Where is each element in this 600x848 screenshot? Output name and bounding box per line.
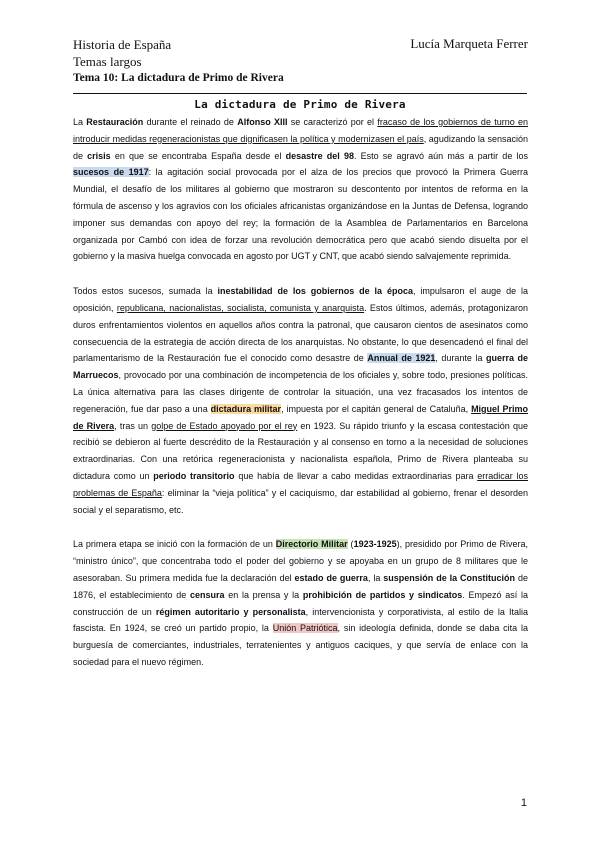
text-span: en 1923. Su rápido triunfo y la escasa contestación que recibió se debieron al fuerte descrédito de la Restauración y al consenso en torno a la necesidad de soluciones extraordinarias. Con una retórica regeneracionista y nacionalista española, Primo de Rivera planteaba su dictadura como un (73, 420, 528, 481)
text-span: , impuesta por el capitán general de Cataluña, (281, 403, 472, 414)
text-span: en que se encontraba España desde el (110, 150, 286, 161)
underlined-text: republicana, nacionalistas, socialista, comunista y anarquista (116, 302, 365, 313)
author-name: Lucía Marqueta Ferrer (410, 36, 528, 51)
text-span: , sin ideología definida, donde se daba cita la burguesía de comerciantes, industriales, terratenientes y antiguos caciques, y que servía de enlace con la sociedad para el nuevo régimen. (73, 623, 528, 667)
text-span: de 1876, el establecimiento de (73, 572, 528, 600)
text-span: durante el reinado de (143, 117, 238, 127)
underlined-text: fracaso de los gobiernos de turno en introducir medidas regeneracionistas que dignificasen la política y modernizasen el país (73, 117, 528, 144)
bold-text: Restauración (86, 117, 144, 127)
paragraph-1 (73, 114, 528, 265)
text-span: , durante la (435, 353, 486, 364)
highlighted-text: Unión Patriótica (272, 623, 338, 634)
bold-text: suspensión de la Constitución (383, 572, 516, 583)
bold-text: 1923-1925 (353, 539, 397, 550)
header-left (73, 36, 284, 87)
paragraph-2 (73, 283, 528, 518)
bold-text: periodo transitorio (153, 470, 235, 481)
bold-text: inestabilidad de los gobiernos de la época (217, 286, 413, 297)
text-span: Todos estos sucesos, sumada la (73, 286, 218, 297)
bold-underlined-text: Miguel Primo de Rivera (73, 403, 528, 431)
bold-text: Alfonso XIII (237, 117, 288, 127)
text-span: , impulsaron el auge de la oposición, (73, 286, 528, 313)
underlined-text: golpe de Estado apoyado por el rey (151, 420, 298, 431)
text-span: , agudizando la sensación de (73, 133, 528, 161)
bold-text: estado de guerra (294, 572, 368, 583)
bold-text: prohibición de partidos y sindicatos (302, 589, 463, 600)
text-span: . Empezó así la construcción de un (73, 589, 529, 617)
text-span: La (73, 117, 87, 127)
category-label: Temas largos (73, 54, 142, 69)
text-span: : eliminar la “vieja política” y el caciquismo, dar estabilidad al gobierno, frenar el desorden social y el separatismo, etc. (73, 487, 528, 515)
bold-text: crisis (87, 150, 111, 161)
highlighted-text: Annual de 1921 (367, 353, 436, 364)
text-span: , intervencionista y corporativista, al estilo de la Italia fascista. En 1924, se creó un partido propio, la (73, 606, 528, 634)
text-span: . Estos últimos, además, protagonizaron duros enfrentamientos violentos en aquellos años contra la patronal, que causaron cientos de asesinatos como consecuencia de la estrategia de acción directa de los anarquistas. No obstante, lo que desencadenó el final del parlamentarismo de la Restauración fue el conocido como desastre de (73, 302, 528, 364)
text-span: : la agitación social provocada por el alza de los precios que provocó la Primera Guerra Mundial, el desafío de los militares al gobierno que mostraron su descontento por intentos de reforma en la fórmula de ascenso y los agravios con los oficiales africanistas organizándose en la Juntas de Defensa, logrando imponer sus demandas con apoyo del rey; la formación de la Asamblea de Parlamentarios en Barcelona organizada por Cambó con idea de forzar una revolución democrática pero que acabó siendo disuelta por el gobierno y la masiva huelga convocada en agosto por UGT y CNT, que acabó siendo salvajemente reprimida. (73, 167, 528, 262)
highlighted-text: dictadura militar (210, 403, 282, 414)
text-span: , provocado por una combinación de incompetencia de los oficiales y, sobre todo, presiones políticas. La única alternativa para las clases dirigente de controlar la situación, una vez fracasados los intentos de regeneración, fue dar paso a una (73, 370, 528, 414)
text-span: que había de llevar a cabo medidas extraordinarias para (234, 470, 478, 481)
topic-label: Tema 10: La dictadura de Primo de Rivera (73, 72, 284, 84)
bold-text: guerra de Marruecos (73, 353, 529, 381)
subject-label: Historia de España (73, 37, 172, 52)
document-title: La dictadura de Primo de Rivera (194, 98, 406, 111)
highlighted-text: sucesos de 1917 (73, 167, 149, 178)
text-span: en la prensa y la (224, 589, 303, 600)
header-rule (73, 93, 527, 94)
text-span: ), presidido por Primo de Rivera, “ministro único”, que concentraba todo el poder del gobierno y se apoyaba en un grupo de 8 militares que le asesoraban. Su primera medida fue la declaración del (73, 539, 528, 583)
text-span: La primera etapa se inició con la formación de un (73, 539, 276, 550)
text-span: ( (347, 539, 354, 550)
bold-text: censura (189, 589, 225, 600)
text-span: se caracterizó por el (287, 117, 378, 127)
text-span: . Esto se agravó aún más a partir de los (353, 150, 528, 161)
paragraph-3 (73, 536, 528, 670)
bold-text: desastre del 98 (285, 150, 354, 161)
document-body (73, 114, 528, 689)
underlined-text: erradicar los problemas de España (73, 470, 528, 498)
page-number: 1 (520, 797, 527, 809)
highlighted-text: Directorio Militar (275, 539, 348, 550)
text-span: , la (367, 572, 384, 583)
bold-text: régimen autoritario y personalista (155, 606, 306, 617)
text-span: , tras un (114, 420, 152, 431)
